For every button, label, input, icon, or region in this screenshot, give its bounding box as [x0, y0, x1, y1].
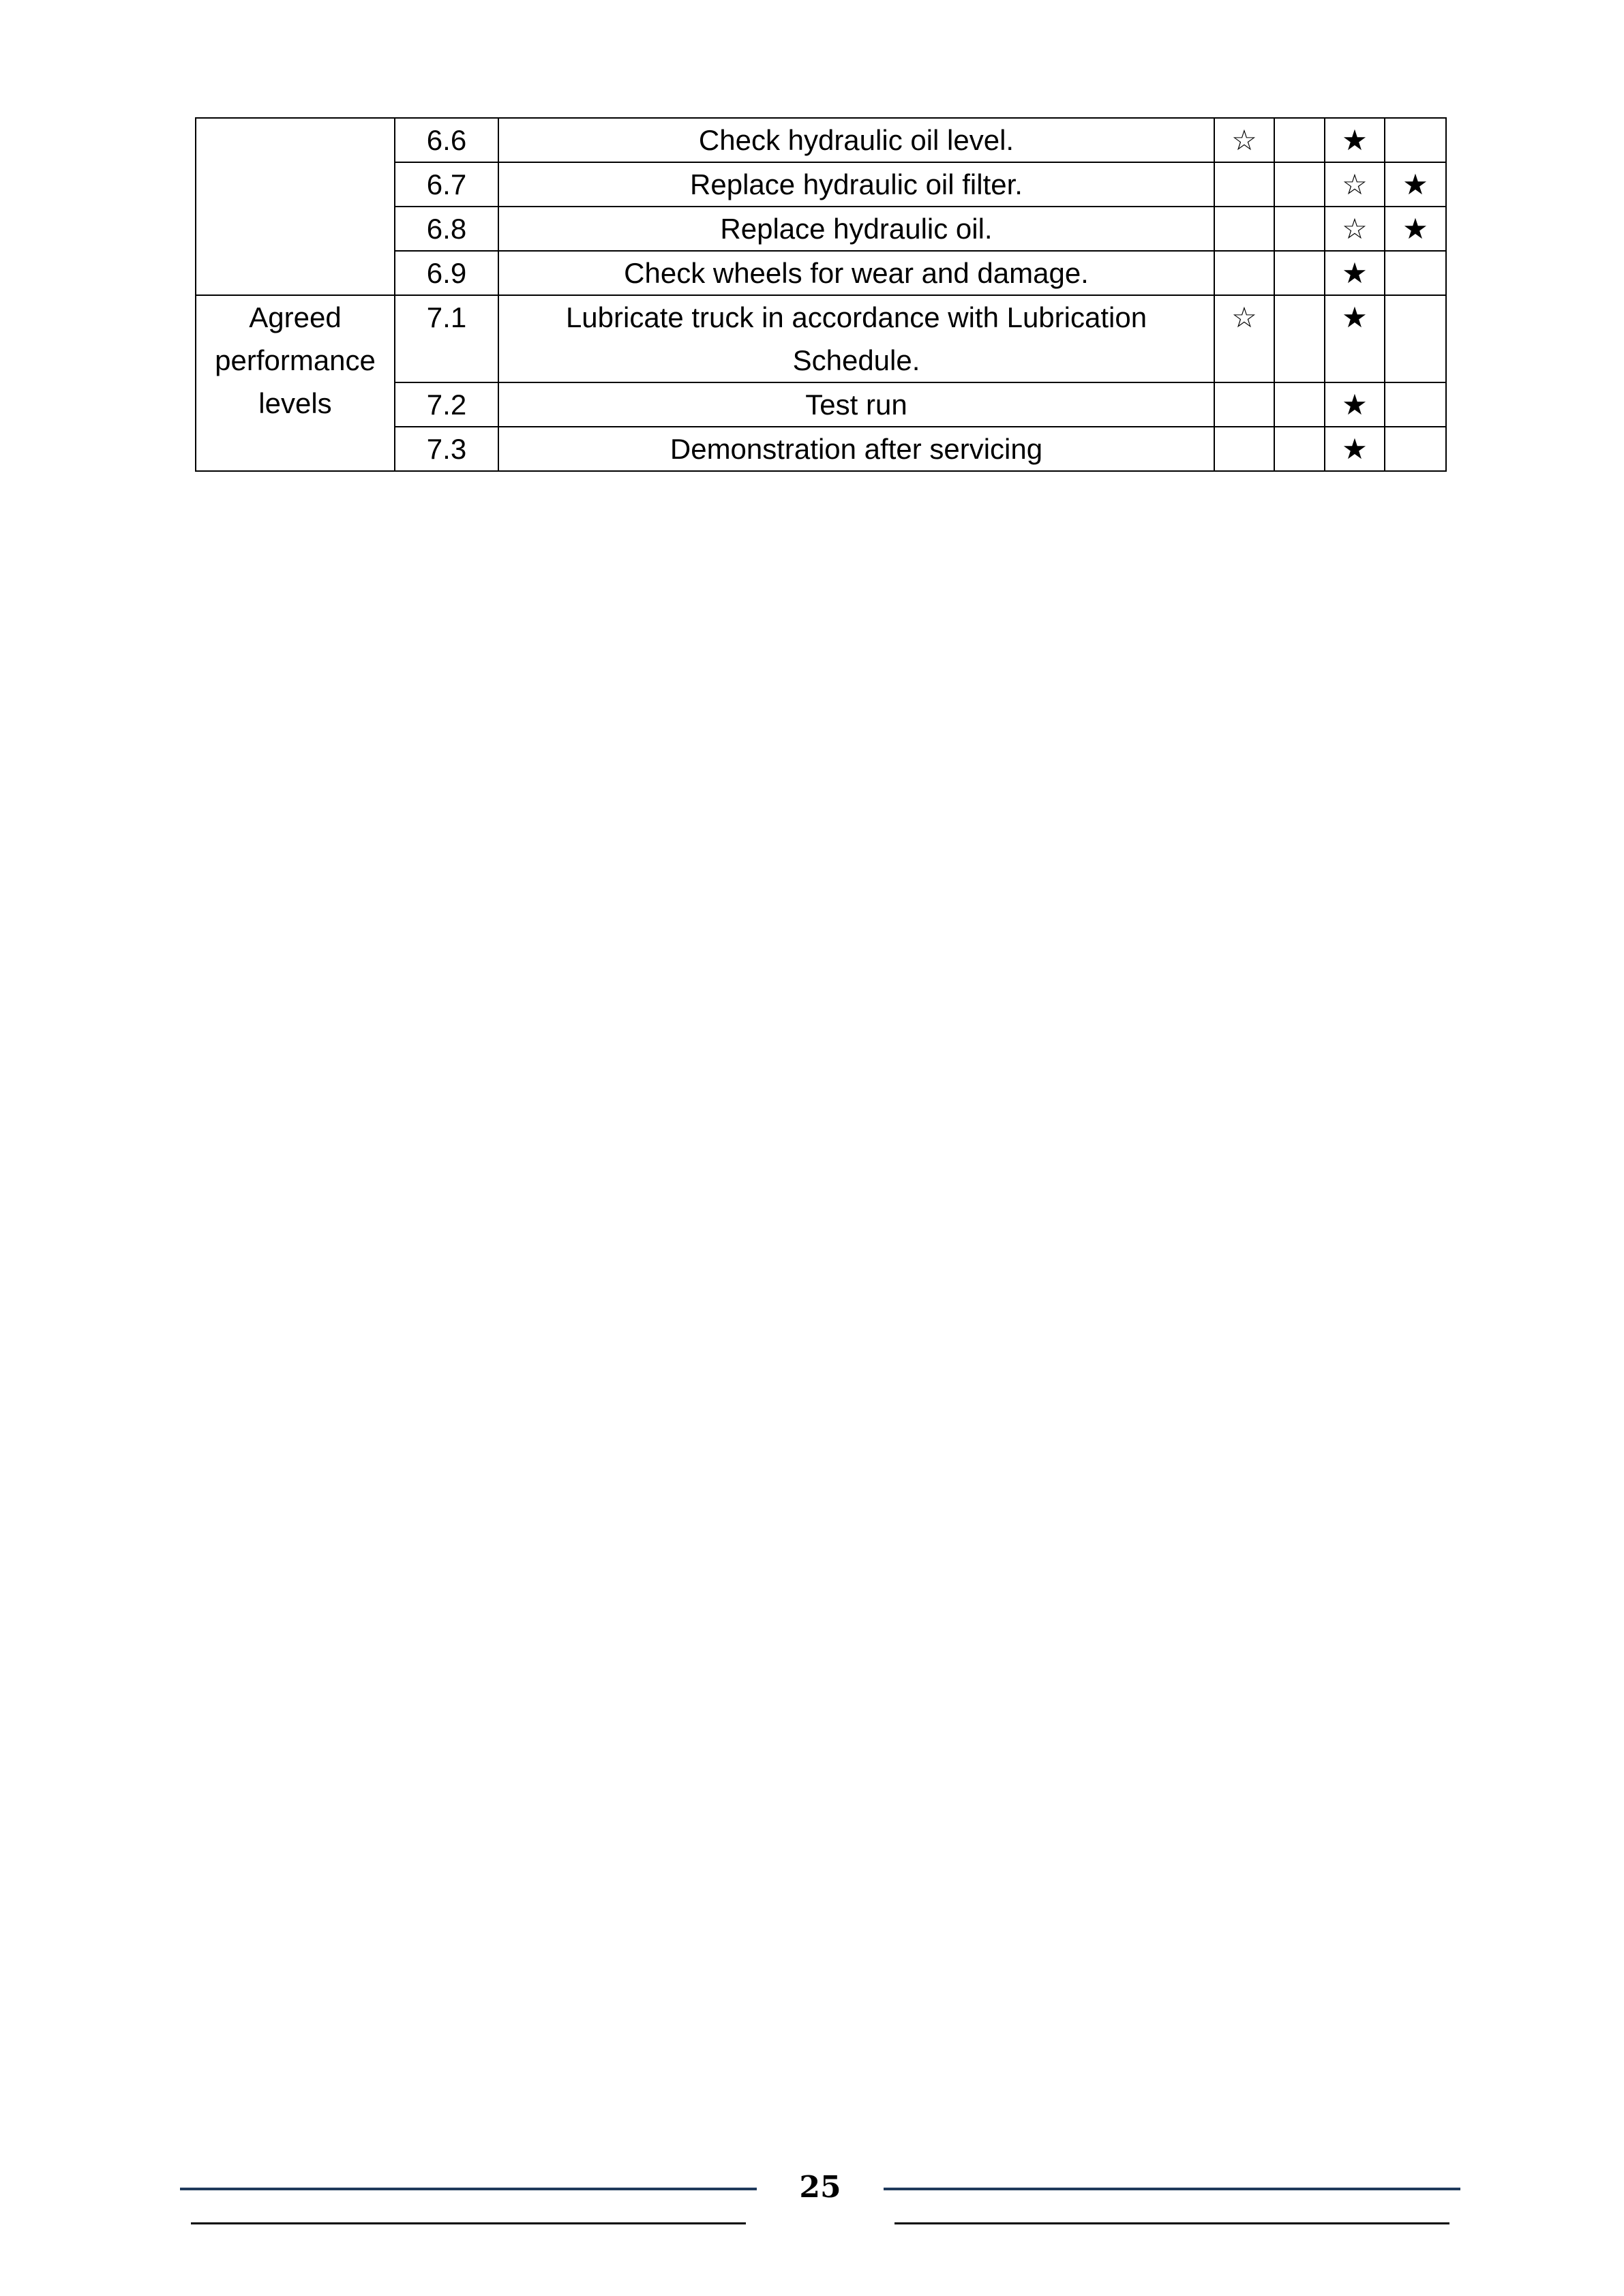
task-description: Replace hydraulic oil. — [498, 207, 1214, 251]
schedule-cell — [1385, 427, 1446, 471]
schedule-cell — [1214, 427, 1274, 471]
schedule-cell — [1274, 207, 1325, 251]
category-cell-blank — [196, 118, 395, 295]
footer-rule — [884, 2188, 1460, 2190]
schedule-cell — [1274, 427, 1325, 471]
schedule-cell — [1214, 382, 1274, 427]
footer-rule — [894, 2222, 1449, 2224]
item-number: 6.6 — [395, 118, 498, 162]
schedule-cell — [1274, 382, 1325, 427]
task-description: Lubricate truck in accordance with Lubrication Schedule. — [498, 295, 1214, 382]
schedule-cell — [1214, 162, 1274, 207]
outline-star-icon: ☆ — [1325, 162, 1385, 207]
item-number: 7.2 — [395, 382, 498, 427]
task-description: Test run — [498, 382, 1214, 427]
outline-star-icon: ☆ — [1214, 118, 1274, 162]
footer-rule — [191, 2222, 746, 2224]
outline-star-icon: ☆ — [1325, 207, 1385, 251]
item-number: 6.7 — [395, 162, 498, 207]
schedule-cell — [1385, 382, 1446, 427]
schedule-cell — [1385, 295, 1446, 382]
table-row — [196, 295, 1446, 382]
item-number: 7.3 — [395, 427, 498, 471]
schedule-cell — [1214, 207, 1274, 251]
item-number: 6.8 — [395, 207, 498, 251]
maintenance-schedule-table — [195, 117, 1447, 472]
task-description: Replace hydraulic oil filter. — [498, 162, 1214, 207]
solid-star-icon: ★ — [1325, 295, 1385, 382]
footer-rule — [180, 2188, 757, 2190]
schedule-cell — [1385, 118, 1446, 162]
page-number: 25 — [799, 2170, 841, 2205]
task-description: Demonstration after servicing — [498, 427, 1214, 471]
solid-star-icon: ★ — [1385, 162, 1446, 207]
solid-star-icon: ★ — [1325, 251, 1385, 295]
task-description: Check wheels for wear and damage. — [498, 251, 1214, 295]
schedule-cell — [1274, 295, 1325, 382]
solid-star-icon: ★ — [1325, 118, 1385, 162]
outline-star-icon: ☆ — [1214, 295, 1274, 382]
schedule-cell — [1385, 251, 1446, 295]
category-label: Agreed performance levels — [196, 295, 395, 471]
solid-star-icon: ★ — [1385, 207, 1446, 251]
schedule-cell — [1274, 251, 1325, 295]
solid-star-icon: ★ — [1325, 382, 1385, 427]
schedule-cell — [1274, 118, 1325, 162]
task-description: Check hydraulic oil level. — [498, 118, 1214, 162]
item-number: 6.9 — [395, 251, 498, 295]
item-number: 7.1 — [395, 295, 498, 382]
schedule-cell — [1214, 251, 1274, 295]
solid-star-icon: ★ — [1325, 427, 1385, 471]
table-row — [196, 118, 1446, 162]
schedule-cell — [1274, 162, 1325, 207]
